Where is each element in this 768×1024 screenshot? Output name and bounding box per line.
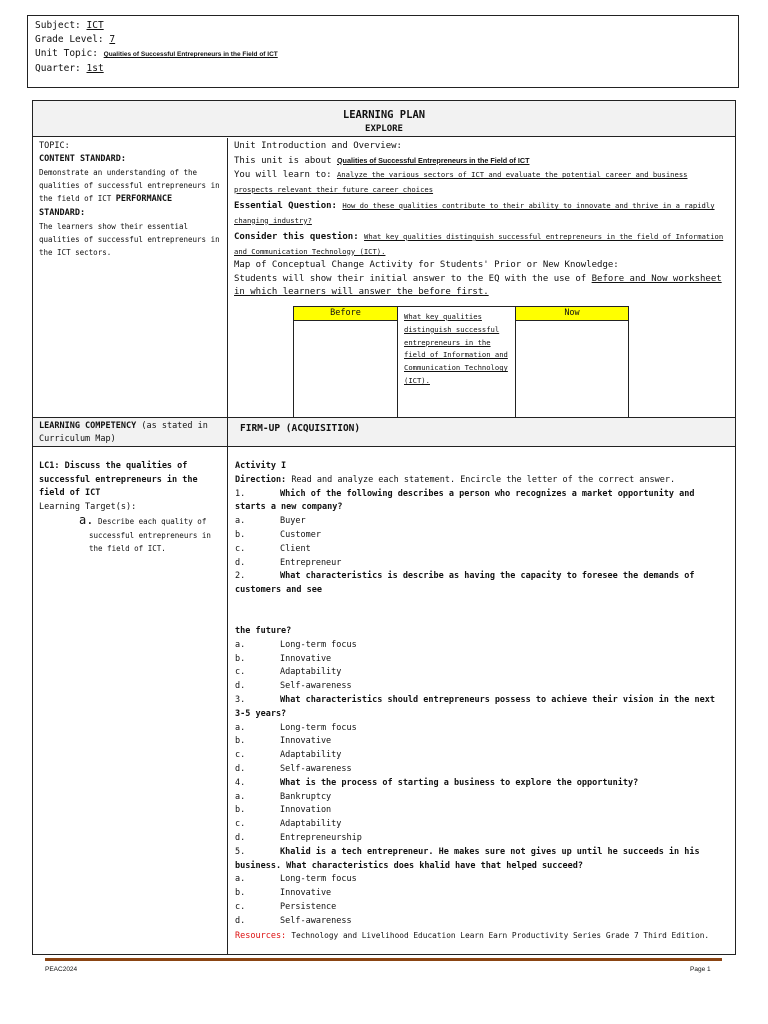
option-2c[interactable]: c. Adaptability (235, 667, 342, 678)
plan-subtitle: EXPLORE (365, 124, 403, 134)
students-prefix: Students will show their initial answer to the EQ with the use of (234, 273, 587, 284)
subject-value: ICT (86, 20, 104, 31)
question-2 (235, 570, 728, 598)
intro-label: Unit Introduction and Overview: (234, 141, 402, 151)
question-4 (235, 777, 728, 791)
topic-label: TOPIC: (39, 141, 70, 151)
resources-label: Resources: (235, 930, 287, 941)
option-1d[interactable]: d. Entrepreneur (235, 557, 342, 568)
before-header: Before (293, 306, 398, 321)
grade-row (35, 33, 731, 47)
question-number: 3. (235, 694, 246, 705)
header-info-box (27, 15, 739, 88)
topic-value: Qualities of Successful Entrepreneurs in the Field of ICT (103, 51, 278, 58)
question-text: What is the process of starting a business to explore the opportunity? (280, 777, 639, 788)
page-gap (235, 598, 728, 625)
competency-cell (33, 448, 227, 954)
quarter-label: Quarter: (35, 63, 81, 74)
option-4d[interactable]: d. Entrepreneurship (235, 832, 362, 843)
content-standard-text: Demonstrate an understanding of the qualities of successful entrepreneurs in the field of ICT (39, 168, 220, 203)
plan-title-bar (33, 101, 735, 137)
firm-up-header: FIRM-UP (ACQUISITION) (228, 418, 735, 447)
option-4a[interactable]: a. Bankruptcy (235, 791, 332, 802)
learn-prefix: You will learn to: (234, 170, 332, 180)
question-number: 5. (235, 846, 246, 857)
option-2d[interactable]: d. Self-awareness (235, 681, 352, 692)
option-3a[interactable]: a. Long-term focus (235, 722, 357, 733)
competency-note: (as stated in Curriculum Map) (39, 421, 208, 444)
direction-label: Direction: (235, 474, 287, 485)
learn-value: Analyze the various sectors of ICT and evaluate the potential career and business prospects relevant their future career choices (234, 170, 688, 194)
question-2-continued: the future? (235, 625, 292, 636)
eq-label: Essential Question: (234, 201, 337, 211)
resources-text: Technology and Livelihood Education Learn Earn Productivity Series Grade 7 Third Edition. (291, 930, 710, 940)
performance-standard-text: The learners show their essential qualities of successful entrepreneurs in the ICT sectors. (39, 222, 220, 257)
footer-left-text: PEAC2024 (45, 966, 78, 973)
now-answer-cell[interactable] (515, 320, 629, 418)
standards-cell (33, 138, 227, 417)
option-4b[interactable]: b. Innovation (235, 805, 332, 816)
plan-title: LEARNING PLAN (342, 109, 426, 121)
option-5b[interactable]: b. Innovative (235, 888, 332, 899)
now-header: Now (515, 306, 629, 321)
unit-about-prefix: This unit is about (234, 155, 332, 166)
resources-line (235, 929, 728, 944)
target-text: Describe each quality of successful entrepreneurs in the field of ICT. (89, 517, 211, 553)
question-text: Which of the following describes a person who recognizes a market opportunity and starts a new company? (235, 488, 695, 513)
option-5c[interactable]: c. Persistence (235, 901, 337, 912)
unit-about-value: Qualities of Successful Entrepreneurs in the Field of ICT (336, 155, 530, 165)
direction-text: Read and analyze each statement. Encircle the letter of the correct answer. (291, 474, 676, 485)
before-answer-cell[interactable] (293, 320, 398, 418)
students-value: Before and Now worksheet in which learners will answer the before first. (234, 273, 722, 297)
competency-label: LEARNING COMPETENCY (39, 421, 137, 431)
option-3c[interactable]: c. Adaptability (235, 750, 342, 761)
option-1c[interactable]: c. Client (235, 543, 311, 554)
quarter-row (35, 62, 731, 76)
question-text: Khalid is a tech entrepreneur. He makes sure not gives up until he succeeds in his business. What characteristics does khalid have that helped succeed? (235, 846, 700, 871)
consider-label: Consider this question: (234, 232, 359, 242)
grade-value: 7 (109, 34, 116, 45)
activity-title: Activity I (235, 461, 287, 471)
quarter-value: 1st (86, 63, 104, 74)
question-1 (235, 488, 728, 516)
question-number: 1. (235, 488, 246, 499)
question-number: 2. (235, 571, 246, 582)
subject-label: Subject: (35, 20, 81, 31)
option-5d[interactable]: d. Self-awareness (235, 915, 352, 926)
target-letter: a. (79, 513, 94, 527)
question-text: What characteristics is describe as having the capacity to foresee the demands of customers and see (235, 571, 695, 596)
footer-divider (45, 958, 722, 961)
worksheet-question: What key qualities distinguish successful entrepreneurs in the field of Information and Communication Technology (ICT). (397, 306, 516, 418)
option-3d[interactable]: d. Self-awareness (235, 763, 352, 774)
performance-standard-label: PERFORMANCE STANDARD: (39, 194, 173, 218)
option-1a[interactable]: a. Buyer (235, 516, 306, 527)
map-text: Map of Conceptual Change Activity for Students' Prior or New Knowledge: (234, 260, 619, 270)
option-2b[interactable]: b. Innovative (235, 653, 332, 664)
learning-plan-table (32, 100, 736, 955)
option-2a[interactable]: a. Long-term focus (235, 639, 357, 650)
question-3 (235, 694, 728, 722)
targets-label: Learning Target(s): (39, 501, 137, 512)
option-3b[interactable]: b. Innovative (235, 736, 332, 747)
topic-label: Unit Topic: (35, 48, 98, 59)
page-number: Page 1 (690, 966, 711, 973)
subject-row (35, 19, 731, 33)
activity-cell (228, 448, 735, 954)
eq-value: How do these qualities contribute to their ability to innovate and thrive in a rapidly changing industry? (234, 201, 715, 225)
option-4c[interactable]: c. Adaptability (235, 819, 342, 830)
competency-header (33, 418, 227, 447)
content-standard-label: CONTENT STANDARD: (39, 154, 126, 164)
unit-overview-cell (228, 138, 735, 417)
grade-label: Grade Level: (35, 34, 104, 45)
consider-value: What key qualities distinguish successful entrepreneurs in the field of Information and Communication Technology (ICT). (234, 232, 724, 256)
question-5 (235, 846, 728, 874)
topic-row (35, 47, 731, 62)
option-5a[interactable]: a. Long-term focus (235, 874, 357, 885)
before-now-worksheet (293, 306, 629, 418)
question-text: What characteristics should entrepreneurs possess to achieve their vision in the next 3-5 years? (235, 694, 715, 719)
question-number: 4. (235, 777, 246, 788)
lc1-text: LC1: Discuss the qualities of successful entrepreneurs in the field of ICT (39, 461, 198, 498)
option-1b[interactable]: b. Customer (235, 529, 321, 540)
